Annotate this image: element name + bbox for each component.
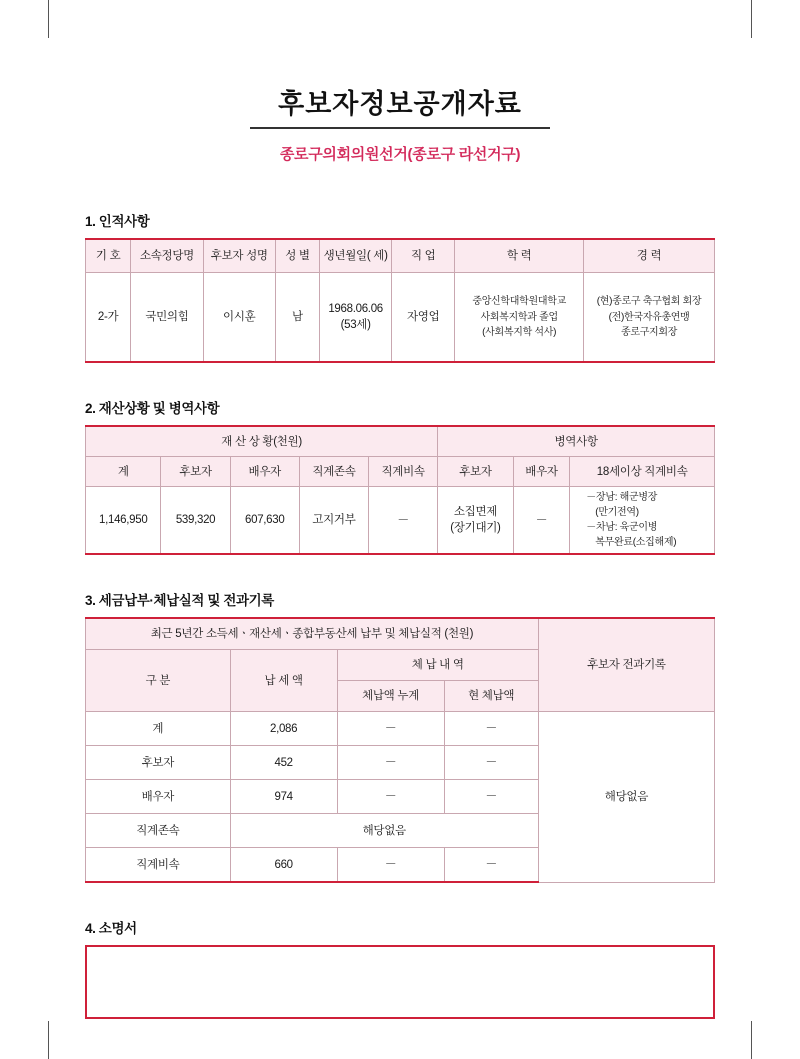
section-1-heading: 1. 인적사항	[85, 214, 150, 230]
cell-education	[455, 273, 584, 363]
military-descendant-line-3: －차남: 육군이병	[586, 522, 658, 534]
col-assets-ascendant: 직계존속	[299, 457, 368, 487]
group-assets: 재 산 상 황(천원)	[86, 426, 438, 457]
cell-arrears-now: －	[444, 712, 538, 746]
crop-mark-bottom-right	[751, 1021, 752, 1059]
col-crime-record: 후보자 전과기록	[538, 618, 714, 712]
col-division: 구 분	[86, 650, 231, 712]
table-row	[86, 712, 715, 746]
cell-name: 이시훈	[203, 273, 275, 363]
row-label: 직계비속	[86, 848, 231, 883]
col-military-spouse: 배우자	[513, 457, 570, 487]
cell-assets-descendant: －	[369, 487, 438, 555]
col-education: 학 력	[455, 239, 584, 273]
table-row	[86, 426, 715, 457]
military-candidate-line-1: 소집면제	[453, 505, 498, 518]
row-label: 후보자	[86, 746, 231, 780]
document-title: 후보자정보공개자료	[278, 89, 522, 119]
col-military-candidate: 후보자	[438, 457, 513, 487]
cell-birth-date: 1968.06.06	[328, 302, 383, 315]
career-line-3: 종로구지회장	[620, 327, 678, 339]
cell-military-descendant	[570, 487, 715, 555]
cell-gender: 남	[275, 273, 319, 363]
col-arrears-group: 체 납 내 역	[337, 650, 538, 681]
cell-crime-record: 해당없음	[538, 712, 714, 883]
cell-birth	[319, 273, 391, 363]
cell-arrears-cum: －	[337, 712, 444, 746]
cell-military-candidate	[438, 487, 513, 555]
crop-mark-bottom-left	[48, 1021, 49, 1059]
cell-party: 국민의힘	[131, 273, 203, 363]
cell-paid: 2,086	[230, 712, 337, 746]
education-line-2: 사회복지학과 졸업	[480, 311, 558, 323]
crop-mark-top-left	[48, 0, 49, 38]
row-label: 직계존속	[86, 814, 231, 848]
cell-birth-age: (53세)	[340, 319, 371, 332]
document-subtitle: 종로구의회의원선거(종로구 라선거구)	[279, 146, 521, 164]
col-birth: 생년월일( 세)	[319, 239, 391, 273]
col-party: 소속정당명	[131, 239, 203, 273]
group-military: 병역사항	[438, 426, 715, 457]
col-career: 경 력	[584, 239, 715, 273]
col-name: 후보자 성명	[203, 239, 275, 273]
cell-paid: 660	[230, 848, 337, 883]
cell-arrears-now: －	[444, 780, 538, 814]
col-assets-total: 계	[86, 457, 161, 487]
tax-table-title: 최근 5년간 소득세ㆍ재산세ㆍ종합부동산세 납부 및 체납실적 (천원)	[86, 618, 539, 650]
cell-paid: 974	[230, 780, 337, 814]
education-line-3: (사회복지학 석사)	[482, 327, 557, 339]
title-underline	[250, 127, 550, 129]
table-row	[86, 239, 715, 273]
col-gender: 성 별	[275, 239, 319, 273]
col-number: 기 호	[86, 239, 131, 273]
cell-military-spouse: －	[513, 487, 570, 555]
col-military-descendant: 18세이상 직계비속	[570, 457, 715, 487]
cell-career	[584, 273, 715, 363]
tax-crime-table	[85, 617, 715, 883]
education-line-1: 중앙신학대학원대학교	[472, 296, 566, 308]
career-line-1: (현)종로구 축구협회 회장	[596, 296, 702, 308]
cell-arrears-cum: －	[337, 780, 444, 814]
table-row	[86, 273, 715, 363]
cell-arrears-now: －	[444, 848, 538, 883]
cell-job: 자영업	[392, 273, 455, 363]
col-assets-spouse: 배우자	[230, 457, 299, 487]
col-assets-candidate: 후보자	[161, 457, 230, 487]
cell-arrears-now: －	[444, 746, 538, 780]
section-3-heading: 3. 세금납부·체납실적 및 전과기록	[85, 593, 274, 609]
col-arrears-current: 현 체납액	[444, 681, 538, 712]
col-arrears-cumulative: 체납액 누계	[337, 681, 444, 712]
cell-assets-candidate: 539,320	[161, 487, 230, 555]
cell-not-applicable: 해당없음	[230, 814, 538, 848]
military-descendant-line-2: (만기전역)	[595, 507, 639, 519]
col-job: 직 업	[392, 239, 455, 273]
cell-arrears-cum: －	[337, 746, 444, 780]
row-label: 계	[86, 712, 231, 746]
table-row	[86, 618, 715, 650]
col-assets-descendant: 직계비속	[369, 457, 438, 487]
crop-mark-top-right	[751, 0, 752, 38]
section-4-heading: 4. 소명서	[85, 921, 137, 937]
military-descendant-line-4: 복무완료(소집해제)	[595, 537, 677, 549]
career-line-2: (전)한국자유총연맹	[608, 311, 690, 323]
cell-arrears-cum: －	[337, 848, 444, 883]
table-row	[86, 487, 715, 555]
military-descendant-line-1: －장남: 해군병장	[586, 492, 658, 504]
cell-assets-total: 1,146,950	[86, 487, 161, 555]
statement-box	[85, 945, 715, 1019]
cell-assets-ascendant: 고지거부	[299, 487, 368, 555]
cell-number: 2-가	[86, 273, 131, 363]
military-candidate-line-2: (장기대기)	[450, 522, 501, 535]
col-paid-tax: 납 세 액	[230, 650, 337, 712]
section-2-heading: 2. 재산상황 및 병역사항	[85, 401, 220, 417]
cell-paid: 452	[230, 746, 337, 780]
cell-assets-spouse: 607,630	[230, 487, 299, 555]
personal-info-table	[85, 238, 715, 363]
assets-military-table	[85, 425, 715, 555]
table-row	[86, 457, 715, 487]
row-label: 배우자	[86, 780, 231, 814]
